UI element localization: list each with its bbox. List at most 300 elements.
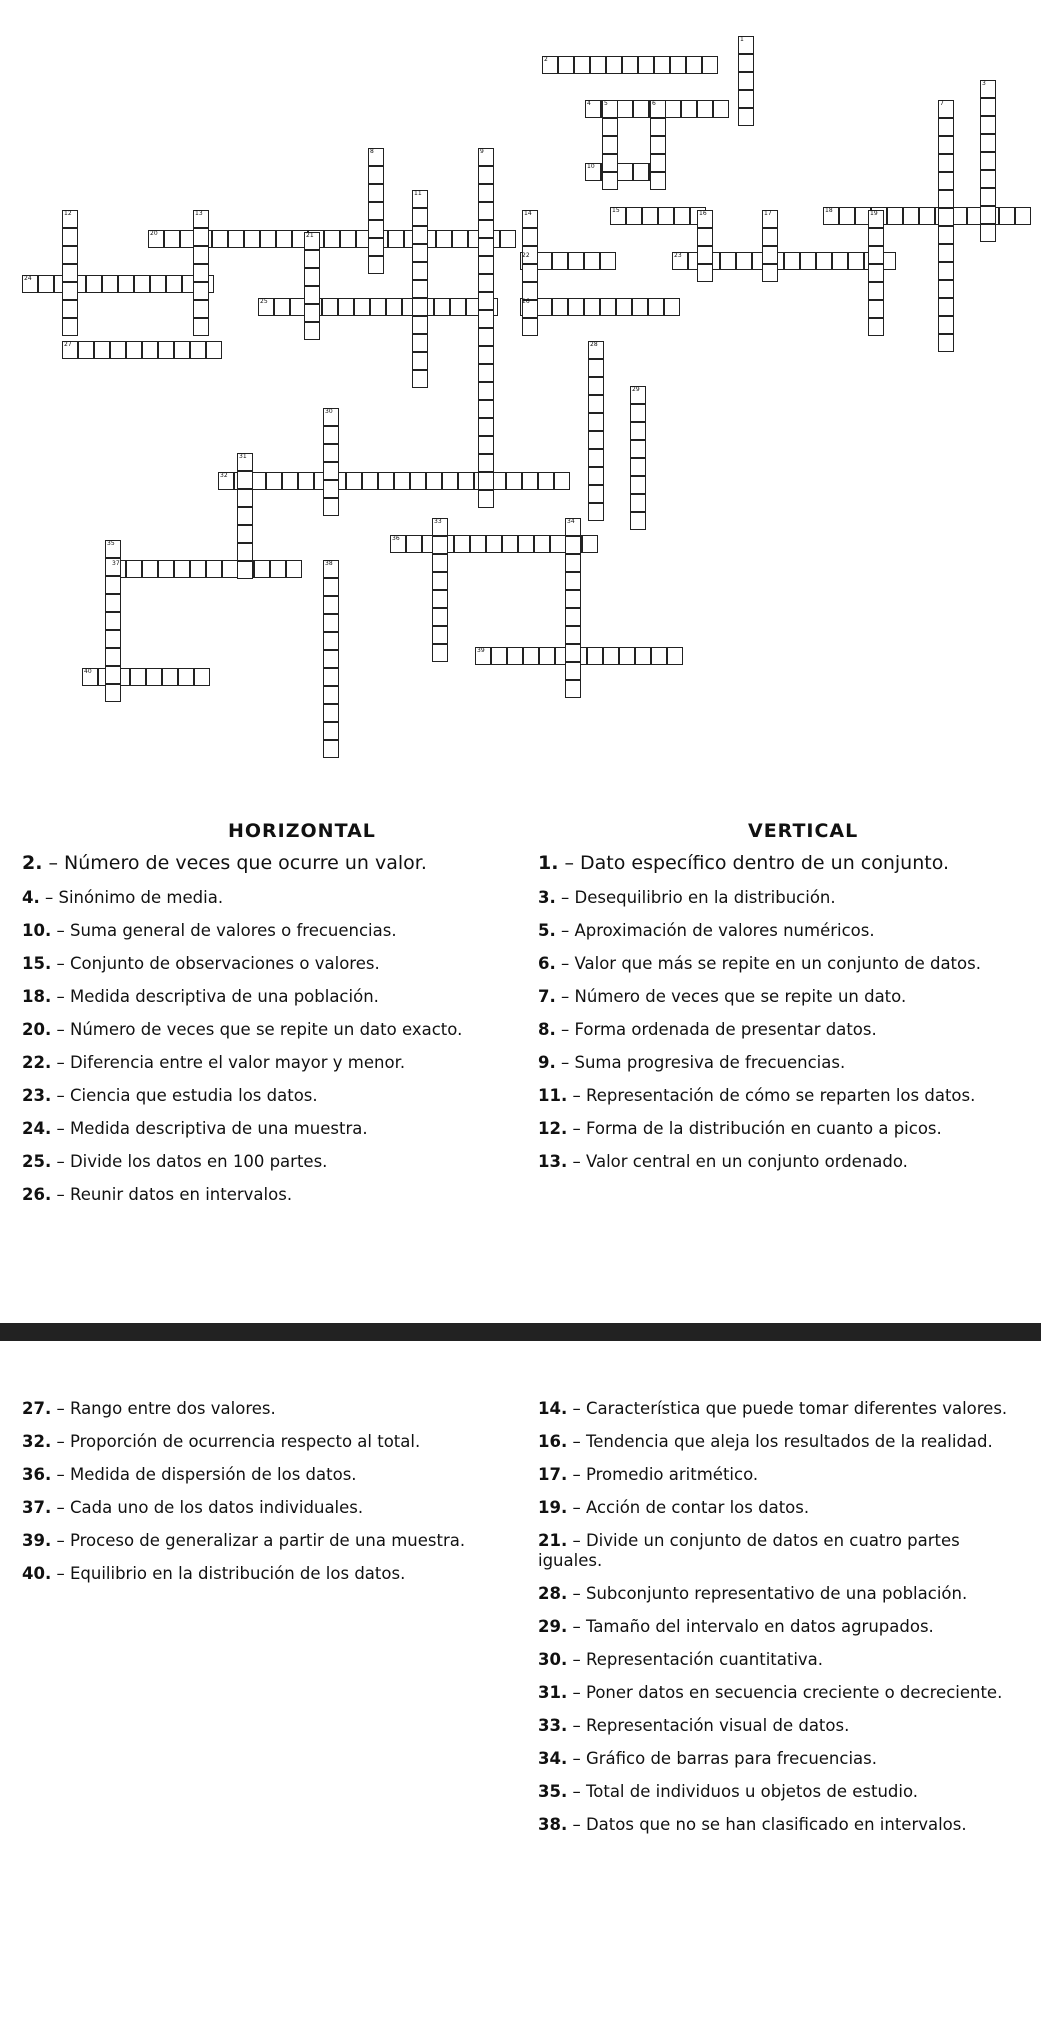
grid-cell[interactable] (78, 341, 94, 359)
grid-cell[interactable] (412, 262, 428, 280)
grid-cell[interactable] (565, 644, 581, 662)
grid-cell[interactable] (478, 220, 494, 238)
grid-cell[interactable] (323, 614, 339, 632)
grid-cell[interactable] (368, 238, 384, 256)
grid-cell[interactable] (478, 202, 494, 220)
grid-cell[interactable] (110, 341, 126, 359)
grid-cell[interactable] (193, 228, 209, 246)
grid-cell[interactable] (323, 596, 339, 614)
grid-cell[interactable] (142, 560, 158, 578)
grid-cell[interactable] (552, 252, 568, 270)
grid-cell[interactable] (816, 252, 832, 270)
grid-cell[interactable] (304, 304, 320, 322)
grid-cell[interactable] (105, 612, 121, 630)
grid-cell[interactable] (565, 536, 581, 554)
grid-cell[interactable] (980, 188, 996, 206)
grid-cell[interactable] (470, 535, 486, 553)
grid-cell[interactable] (324, 230, 340, 248)
grid-cell[interactable] (394, 472, 410, 490)
grid-cell[interactable] (62, 318, 78, 336)
grid-cell[interactable] (323, 426, 339, 444)
grid-cell[interactable] (903, 207, 919, 225)
grid-cell[interactable] (762, 264, 778, 282)
grid-cell[interactable] (102, 275, 118, 293)
grid-cell[interactable] (617, 100, 633, 118)
grid-cell[interactable] (323, 498, 339, 516)
grid-cell[interactable] (632, 298, 648, 316)
grid-cell[interactable] (412, 334, 428, 352)
grid-cell[interactable] (630, 458, 646, 476)
grid-cell[interactable] (738, 54, 754, 72)
grid-cell[interactable] (323, 650, 339, 668)
grid-cell[interactable] (298, 472, 314, 490)
grid-cell[interactable] (538, 472, 554, 490)
grid-cell[interactable] (105, 684, 121, 702)
grid-cell[interactable] (919, 207, 935, 225)
grid-cell[interactable] (582, 535, 598, 553)
grid-cell[interactable] (323, 686, 339, 704)
grid-cell[interactable] (304, 286, 320, 304)
grid-cell[interactable] (619, 647, 635, 665)
grid-cell[interactable] (738, 72, 754, 90)
clue-number: 1. (538, 852, 559, 874)
grid-cell[interactable] (938, 226, 954, 244)
grid-cell[interactable] (386, 298, 402, 316)
grid-cell[interactable] (412, 316, 428, 334)
grid-cell[interactable] (602, 136, 618, 154)
grid-cell[interactable] (762, 246, 778, 264)
grid-cell[interactable] (162, 668, 178, 686)
grid-cell[interactable] (568, 252, 584, 270)
grid-cell[interactable] (193, 282, 209, 300)
grid-cell[interactable] (193, 246, 209, 264)
grid-cell[interactable] (603, 647, 619, 665)
grid-cell[interactable] (368, 220, 384, 238)
grid-cell[interactable] (630, 512, 646, 530)
grid-cell[interactable] (323, 578, 339, 596)
grid-cell[interactable] (412, 226, 428, 244)
grid-cell[interactable] (410, 472, 426, 490)
grid-cell[interactable] (999, 207, 1015, 225)
grid-cell[interactable] (105, 594, 121, 612)
grid-cell[interactable] (62, 246, 78, 264)
grid-cell[interactable] (622, 56, 638, 74)
grid-cell[interactable] (378, 472, 394, 490)
grid-cell[interactable] (938, 208, 954, 226)
grid-cell[interactable] (368, 166, 384, 184)
grid-cell[interactable] (323, 668, 339, 686)
grid-cell[interactable] (887, 207, 903, 225)
grid-cell[interactable] (368, 184, 384, 202)
grid-cell[interactable] (523, 647, 539, 665)
grid-cell[interactable] (478, 238, 494, 256)
grid-cell[interactable] (164, 230, 180, 248)
grid-cell[interactable] (412, 370, 428, 388)
grid-cell[interactable] (650, 172, 666, 190)
grid-cell[interactable] (650, 154, 666, 172)
grid-cell[interactable] (568, 298, 584, 316)
grid-cell[interactable] (565, 680, 581, 698)
grid-cell[interactable] (412, 280, 428, 298)
grid-cell[interactable] (500, 230, 516, 248)
grid-cell[interactable] (105, 648, 121, 666)
grid-cell[interactable] (868, 246, 884, 264)
grid-cell[interactable] (94, 341, 110, 359)
grid-cell[interactable] (434, 298, 450, 316)
grid-cell[interactable] (432, 590, 448, 608)
grid-cell[interactable] (697, 246, 713, 264)
grid-cell[interactable] (450, 298, 466, 316)
grid-cell[interactable] (588, 485, 604, 503)
grid-cell[interactable] (458, 472, 474, 490)
grid-cell[interactable] (738, 108, 754, 126)
grid-cell[interactable] (323, 480, 339, 498)
grid-cell[interactable] (736, 252, 752, 270)
grid-cell[interactable] (738, 90, 754, 108)
grid-cell[interactable] (338, 298, 354, 316)
grid-cell[interactable] (244, 230, 260, 248)
grid-cell[interactable] (658, 207, 674, 225)
grid-cell[interactable] (522, 318, 538, 336)
grid-cell[interactable] (478, 274, 494, 292)
grid-cell[interactable] (304, 268, 320, 286)
grid-cell[interactable] (558, 56, 574, 74)
grid-cell[interactable] (432, 554, 448, 572)
grid-cell[interactable] (478, 346, 494, 364)
grid-cell[interactable] (323, 444, 339, 462)
grid-cell[interactable] (630, 404, 646, 422)
grid-cell[interactable] (105, 666, 121, 684)
grid-cell[interactable] (980, 116, 996, 134)
grid-cell[interactable] (665, 100, 681, 118)
grid-cell[interactable] (938, 244, 954, 262)
grid-cell[interactable] (478, 328, 494, 346)
grid-cell[interactable] (62, 264, 78, 282)
grid-cell[interactable] (323, 740, 339, 758)
grid-cell[interactable] (237, 543, 253, 561)
grid-cell[interactable] (938, 280, 954, 298)
grid-cell[interactable] (254, 560, 270, 578)
grid-cell[interactable] (630, 422, 646, 440)
grid-cell[interactable] (118, 275, 134, 293)
grid-cell[interactable] (522, 472, 538, 490)
grid-cell[interactable] (552, 298, 568, 316)
grid-cell[interactable] (62, 228, 78, 246)
grid-cell[interactable] (237, 507, 253, 525)
grid-cell[interactable] (980, 224, 996, 242)
grid-cell[interactable] (270, 560, 286, 578)
grid-cell[interactable] (286, 560, 302, 578)
grid-cell[interactable] (260, 230, 276, 248)
grid-cell[interactable] (602, 172, 618, 190)
grid-cell[interactable] (638, 56, 654, 74)
grid-cell[interactable] (134, 275, 150, 293)
grid-cell[interactable] (536, 298, 552, 316)
grid-cell[interactable] (651, 647, 667, 665)
grid-cell[interactable] (105, 576, 121, 594)
grid-cell[interactable] (206, 341, 222, 359)
grid-cell[interactable] (630, 440, 646, 458)
grid-cell[interactable] (588, 377, 604, 395)
grid-cell[interactable] (158, 341, 174, 359)
grid-cell[interactable] (412, 352, 428, 370)
grid-cell[interactable] (664, 298, 680, 316)
grid-cell[interactable] (674, 207, 690, 225)
grid-cell[interactable] (697, 100, 713, 118)
grid-cell[interactable] (491, 647, 507, 665)
grid-cell[interactable] (478, 400, 494, 418)
grid-cell[interactable] (478, 436, 494, 454)
grid-cell[interactable] (432, 608, 448, 626)
grid-cell[interactable] (478, 472, 494, 490)
grid-cell[interactable] (282, 472, 298, 490)
grid-cell[interactable] (266, 472, 282, 490)
grid-cell[interactable] (565, 662, 581, 680)
grid-cell[interactable] (626, 207, 642, 225)
grid-cell[interactable] (588, 503, 604, 521)
grid-cell[interactable] (565, 554, 581, 572)
grid-cell[interactable] (539, 647, 555, 665)
grid-cell[interactable] (323, 462, 339, 480)
grid-cell[interactable] (274, 298, 290, 316)
grid-cell[interactable] (800, 252, 816, 270)
grid-cell[interactable] (506, 472, 522, 490)
grid-cell[interactable] (146, 668, 162, 686)
grid-cell[interactable] (600, 298, 616, 316)
grid-cell[interactable] (478, 292, 494, 310)
grid-cell[interactable] (938, 262, 954, 280)
grid-cell[interactable] (832, 252, 848, 270)
grid-cell[interactable] (166, 275, 182, 293)
grid-cell[interactable] (522, 228, 538, 246)
grid-cell[interactable] (388, 230, 404, 248)
grid-cell[interactable] (237, 471, 253, 489)
grid-cell[interactable] (536, 252, 552, 270)
grid-cell[interactable] (697, 228, 713, 246)
grid-cell[interactable] (980, 152, 996, 170)
grid-cell[interactable] (323, 722, 339, 740)
grid-cell[interactable] (654, 56, 670, 74)
grid-cell[interactable] (436, 230, 452, 248)
grid-cell[interactable] (938, 298, 954, 316)
grid-number: 30 (325, 408, 333, 415)
grid-cell[interactable] (602, 154, 618, 172)
grid-cell[interactable] (432, 644, 448, 662)
grid-cell[interactable] (600, 252, 616, 270)
grid-cell[interactable] (565, 608, 581, 626)
grid-cell[interactable] (938, 316, 954, 334)
grid-cell[interactable] (478, 256, 494, 274)
grid-cell[interactable] (762, 228, 778, 246)
grid-cell[interactable] (980, 170, 996, 188)
clue-item (538, 888, 1028, 908)
grid-cell[interactable] (602, 118, 618, 136)
grid-cell[interactable] (588, 467, 604, 485)
grid-cell[interactable] (340, 230, 356, 248)
grid-cell[interactable] (633, 100, 649, 118)
grid-cell[interactable] (368, 202, 384, 220)
grid-cell[interactable] (1015, 207, 1031, 225)
grid-cell[interactable] (938, 118, 954, 136)
grid-cell[interactable] (454, 535, 470, 553)
grid-cell[interactable] (452, 230, 468, 248)
grid-cell[interactable] (522, 264, 538, 282)
grid-cell[interactable] (322, 298, 338, 316)
grid-cell[interactable] (190, 341, 206, 359)
grid-cell[interactable] (784, 252, 800, 270)
grid-cell[interactable] (574, 56, 590, 74)
grid-cell[interactable] (606, 56, 622, 74)
grid-cell[interactable] (478, 310, 494, 328)
grid-cell[interactable] (518, 535, 534, 553)
grid-cell[interactable] (478, 166, 494, 184)
grid-cell[interactable] (346, 472, 362, 490)
grid-cell[interactable] (617, 163, 633, 181)
grid-cell[interactable] (648, 298, 664, 316)
grid-cell[interactable] (228, 230, 244, 248)
grid-cell[interactable] (478, 490, 494, 508)
grid-cell[interactable] (938, 334, 954, 352)
grid-cell[interactable] (362, 472, 378, 490)
grid-cell[interactable] (868, 264, 884, 282)
grid-cell[interactable] (193, 264, 209, 282)
clue-item (538, 954, 1028, 974)
grid-cell[interactable] (635, 647, 651, 665)
clue-text: – Valor central en un conjunto ordenado. (567, 1152, 908, 1171)
grid-cell[interactable] (650, 118, 666, 136)
grid-cell[interactable] (667, 647, 683, 665)
grid-cell[interactable] (432, 626, 448, 644)
grid-cell[interactable] (478, 454, 494, 472)
grid-cell[interactable] (938, 172, 954, 190)
grid-cell[interactable] (980, 134, 996, 152)
grid-cell[interactable] (550, 535, 566, 553)
grid-cell[interactable] (323, 632, 339, 650)
grid-cell[interactable] (868, 282, 884, 300)
grid-cell[interactable] (222, 560, 238, 578)
grid-cell[interactable] (650, 136, 666, 154)
grid-cell[interactable] (554, 472, 570, 490)
grid-cell[interactable] (587, 647, 603, 665)
grid-cell[interactable] (193, 300, 209, 318)
grid-cell[interactable] (478, 418, 494, 436)
grid-cell[interactable] (478, 382, 494, 400)
grid-cell[interactable] (681, 100, 697, 118)
grid-cell[interactable] (432, 572, 448, 590)
grid-cell[interactable] (190, 560, 206, 578)
grid-cell[interactable] (178, 668, 194, 686)
grid-cell[interactable] (938, 154, 954, 172)
grid-cell[interactable] (86, 275, 102, 293)
grid-cell[interactable] (630, 494, 646, 512)
grid-cell[interactable] (323, 704, 339, 722)
grid-cell[interactable] (142, 341, 158, 359)
grid-cell[interactable] (212, 230, 228, 248)
grid-cell[interactable] (702, 56, 718, 74)
grid-cell[interactable] (507, 647, 523, 665)
grid-cell[interactable] (237, 489, 253, 507)
grid-cell[interactable] (588, 431, 604, 449)
grid-cell[interactable] (370, 298, 386, 316)
grid-cell[interactable] (590, 56, 606, 74)
grid-cell[interactable] (276, 230, 292, 248)
grid-cell[interactable] (588, 359, 604, 377)
grid-cell[interactable] (868, 318, 884, 336)
grid-cell[interactable] (938, 136, 954, 154)
grid-cell[interactable] (174, 560, 190, 578)
grid-cell[interactable] (565, 590, 581, 608)
grid-cell[interactable] (368, 256, 384, 274)
grid-cell[interactable] (713, 100, 729, 118)
grid-cell[interactable] (588, 395, 604, 413)
grid-cell[interactable] (406, 535, 422, 553)
grid-cell[interactable] (868, 228, 884, 246)
grid-cell[interactable] (642, 207, 658, 225)
grid-cell[interactable] (432, 536, 448, 554)
grid-cell[interactable] (980, 206, 996, 224)
grid-cell[interactable] (980, 98, 996, 116)
grid-cell[interactable] (304, 250, 320, 268)
grid-cell[interactable] (868, 300, 884, 318)
grid-cell[interactable] (848, 252, 864, 270)
grid-cell[interactable] (354, 298, 370, 316)
grid-cell[interactable] (486, 535, 502, 553)
grid-cell[interactable] (588, 413, 604, 431)
grid-cell[interactable] (105, 630, 121, 648)
grid-cell[interactable] (130, 668, 146, 686)
grid-cell[interactable] (630, 476, 646, 494)
grid-cell[interactable] (62, 282, 78, 300)
grid-cell[interactable] (412, 208, 428, 226)
grid-cell[interactable] (478, 184, 494, 202)
grid-cell[interactable] (588, 449, 604, 467)
grid-cell[interactable] (194, 668, 210, 686)
grid-cell[interactable] (839, 207, 855, 225)
grid-cell[interactable] (633, 163, 649, 181)
grid-cell[interactable] (38, 275, 54, 293)
grid-cell[interactable] (616, 298, 632, 316)
grid-cell[interactable] (206, 560, 222, 578)
grid-cell[interactable] (720, 252, 736, 270)
grid-cell[interactable] (158, 560, 174, 578)
grid-cell[interactable] (584, 252, 600, 270)
grid-cell[interactable] (174, 341, 190, 359)
grid-cell[interactable] (697, 264, 713, 282)
grid-cell[interactable] (565, 626, 581, 644)
grid-cell[interactable] (565, 572, 581, 590)
grid-cell[interactable] (126, 560, 142, 578)
grid-cell[interactable] (412, 298, 428, 316)
grid-number: 25 (260, 298, 268, 305)
grid-cell[interactable] (62, 300, 78, 318)
grid-cell[interactable] (670, 56, 686, 74)
grid-cell[interactable] (938, 190, 954, 208)
grid-cell[interactable] (412, 244, 428, 262)
grid-cell[interactable] (304, 322, 320, 340)
grid-cell[interactable] (502, 535, 518, 553)
grid-cell[interactable] (584, 298, 600, 316)
grid-cell[interactable] (126, 341, 142, 359)
grid-cell[interactable] (237, 561, 253, 579)
grid-cell[interactable] (442, 472, 458, 490)
grid-cell[interactable] (150, 275, 166, 293)
grid-cell[interactable] (193, 318, 209, 336)
grid-cell[interactable] (478, 364, 494, 382)
grid-cell[interactable] (534, 535, 550, 553)
grid-cell[interactable] (426, 472, 442, 490)
grid-cell[interactable] (237, 525, 253, 543)
grid-cell[interactable] (686, 56, 702, 74)
